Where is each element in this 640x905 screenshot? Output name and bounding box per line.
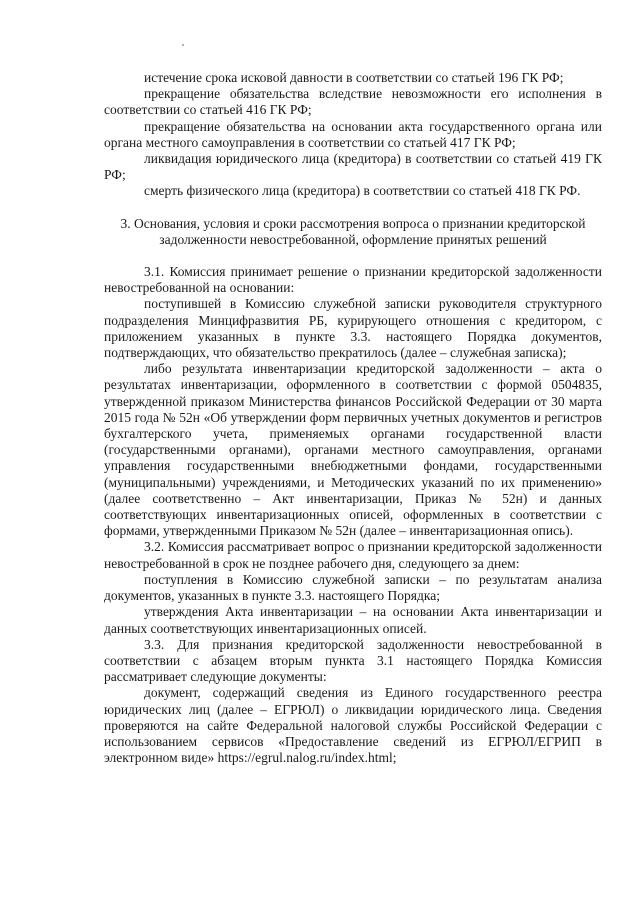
paragraph: утверждения Акта инвентаризации – на основании Акта инвентаризации и данных соответствующих инвентаризационных описей. bbox=[104, 604, 602, 636]
list-item: прекращение обязательства вследствие невозможности его исполнения в соответствии со статьей 416 ГК РФ; bbox=[104, 86, 602, 118]
paragraph: документ, содержащий сведения из Единого государственного реестра юридических лиц (далее – ЕГРЮЛ) о ликвидации юридического лица. Сведения проверяются на сайте Федеральной налоговой службы Российской Федерации с использованием сервисов «Предоставление сведений из ЕГРЮЛ/ЕГРИП в электронном виде» https://egrul.nalog.ru/index.html; bbox=[104, 685, 602, 766]
list-item: истечение срока исковой давности в соответствии со статьей 196 ГК РФ; bbox=[144, 70, 564, 85]
paragraph-3-3: 3.3. Для признания кредиторской задолженности невостребованной в соответствии с абзацем вторым пункта 3.1 настоящего Порядка Комиссия рассматривает следующие документы: bbox=[104, 636, 602, 685]
list-item: ликвидация юридического лица (кредитора) в соответствии со статьей 419 ГК РФ; bbox=[104, 151, 602, 183]
paragraph: поступления в Комиссию служебной записки – по результатам анализа документов, указанных в пункте 3.3. настоящего Порядка; bbox=[104, 571, 602, 604]
paragraph: поступившей в Комиссию служебной записки руководителя структурного подразделения Минцифразвития РБ, курирующего отношения с кредитором, с приложением указанных в пункте 3.3. настоящего Порядка документов, подтверждающих, что обязательство прекратилось (далее – служебная записка); bbox=[104, 296, 602, 361]
paragraph-3-1: 3.1. Комиссия принимает решение о признании кредиторской задолженности невостребованной на основании: bbox=[104, 264, 602, 296]
section-heading: 3. Основания, условия и сроки рассмотрения вопроса о признании кредиторской задолженности невостребованной, оформление принятых решений bbox=[120, 215, 586, 247]
paragraph: либо результата инвентаризации кредиторской задолженности – акта о результатах инвентаризации, оформленного в соответствии с формой 0504835, утвержденной приказом Министерства финансов Российской Федерации от 30 марта 2015 года № 52н «Об утверждении форм первичных учетных документов и регистров бухгалтерского учета, применяемых органами государственной власти (государственными органами), органами местного самоуправления, органами управления государственными внебюджетными фондами, государственными (муниципальными) учреждениями, и Методических указаний по их применению» (далее соответственно – Акт инвентаризации, Приказ № 52н) и данных соответствующих инвентаризационных описей, оформленных в соответствии с формами, утвержденными Приказом № 52н (далее – инвентаризационная опись). bbox=[104, 361, 602, 539]
spacer bbox=[104, 248, 602, 264]
document-body bbox=[104, 70, 602, 766]
scan-speck bbox=[182, 44, 184, 46]
paragraph-3-2: 3.2. Комиссия рассматривает вопрос о признании кредиторской задолженности невостребованной в срок не позднее рабочего дня, следующего за днем: bbox=[104, 539, 602, 571]
spacer bbox=[104, 200, 602, 216]
list-item: прекращение обязательства на основании акта государственного органа или органа местного самоуправления в соответствии со статьей 417 ГК РФ; bbox=[104, 118, 602, 150]
list-item: смерть физического лица (кредитора) в соответствии со статьей 418 ГК РФ. bbox=[144, 183, 581, 199]
